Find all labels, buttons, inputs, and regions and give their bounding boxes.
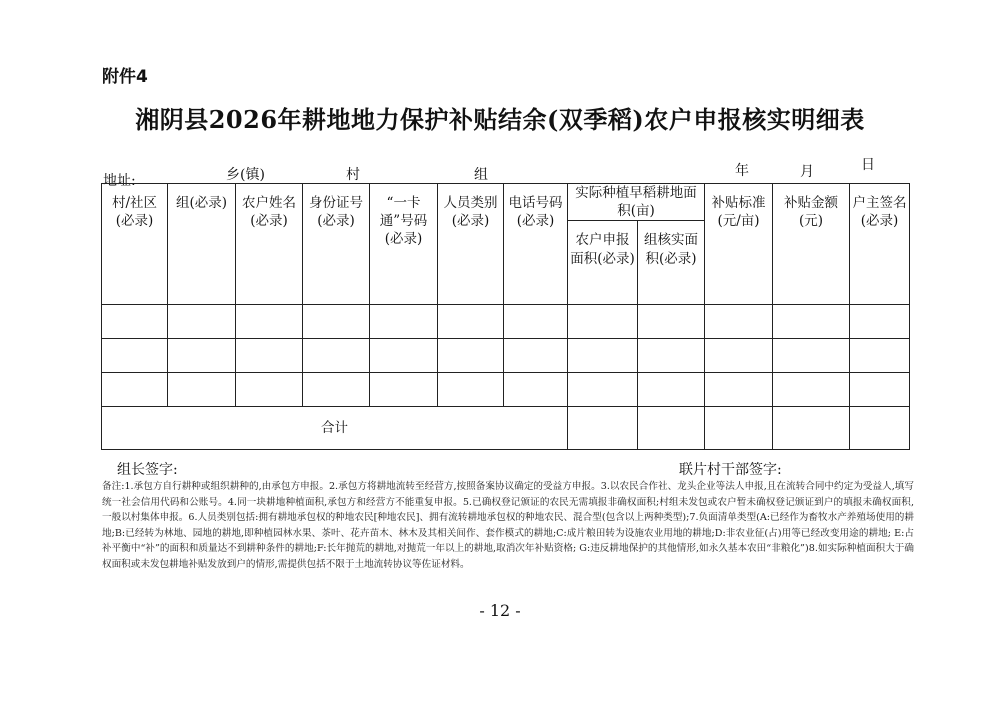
header-id-number: 身份证号(必录): [303, 184, 370, 305]
table-row: [102, 373, 910, 407]
header-farmer-name: 农户姓名(必录): [236, 184, 303, 305]
remarks-notes: 备注:1.承包方自行耕种或组织耕种的,由承包方申报。2.承包方将耕地流转至经营方,按照备案协议确定的受益方申报。3.以农民合作社、龙头企业等法人申报,且在流转合同中约定为受益人,填写统一社会信用代码和公账号。4.同一块耕地种植面积,承包方和经营方不能重复申报。5.已确权登记颁证的农民无需填报非确权面积;村组未发包或农户暂未确权登记颁证到户的填报未确权面积,一般以村集体申报。6.人员类别包括:拥有耕地承包权的种地农民[种地农民]、拥有流转耕地承包权的种地农民、混合型(包含以上两种类型);7.负面清单类型(A:已经作为畜牧水产养殖场使用的耕地;B:已经转为林地、园地的耕地,即种植园林水果、茶叶、花卉苗木、林木及其相关间作、套作模式的耕地;C:成片粮田转为设施农业用地的耕地;D:非农业征(占)用等已经改变用途的耕地; E:占补平衡中“补”的面积和质量达不到耕种条件的耕地;F:长年抛荒的耕地,对抛荒一年以上的耕地,取消次年补贴资格; G:违反耕地保护的其他情形,如永久基本农田“非粮化”)8.如实际种植面积大于确权面积或未发包耕地补贴发放到户的情形,需提供包括不限于土地流转协议等佐证材料。: [102, 481, 914, 570]
page-title: 湘阴县2026年耕地地力保护补贴结余(双季稻)农户申报核实明细表: [135, 105, 865, 134]
village-cadre-signature-label: 联片村干部签字:: [679, 462, 782, 478]
date-month: 月: [800, 164, 814, 180]
header-verified-area: 组核实面积(必录): [638, 221, 705, 305]
address-group: 组: [474, 167, 488, 183]
header-actual-area: 实际种植早稻耕地面积(亩): [568, 184, 705, 221]
subsidy-detail-table: [101, 183, 910, 450]
header-declared-area: 农户申报面积(必录): [568, 221, 638, 305]
page-number: - 12 -: [479, 601, 521, 620]
header-head-signature: 户主签名(必录): [850, 184, 910, 305]
address-township: 乡(镇): [226, 167, 265, 183]
date-day: 日: [861, 157, 875, 173]
date-year: 年: [735, 163, 749, 179]
table-row: [102, 305, 910, 339]
header-phone: 电话号码(必录): [504, 184, 568, 305]
header-subsidy-standard: 补贴标准(元/亩): [705, 184, 773, 305]
total-row: [102, 407, 910, 450]
total-label: 合计: [102, 407, 568, 450]
address-label: 地址:: [103, 173, 136, 189]
table-row: [102, 339, 910, 373]
header-group: 组(必录): [168, 184, 236, 305]
attachment-label: 附件4: [102, 67, 148, 87]
header-subsidy-amount: 补贴金额(元): [773, 184, 850, 305]
header-village: 村/社区(必录): [102, 184, 168, 305]
header-person-category: 人员类别(必录): [438, 184, 504, 305]
group-leader-signature-label: 组长签字:: [117, 462, 178, 478]
header-card-number: “一卡通”号码(必录): [370, 184, 438, 305]
address-village: 村: [346, 167, 360, 183]
